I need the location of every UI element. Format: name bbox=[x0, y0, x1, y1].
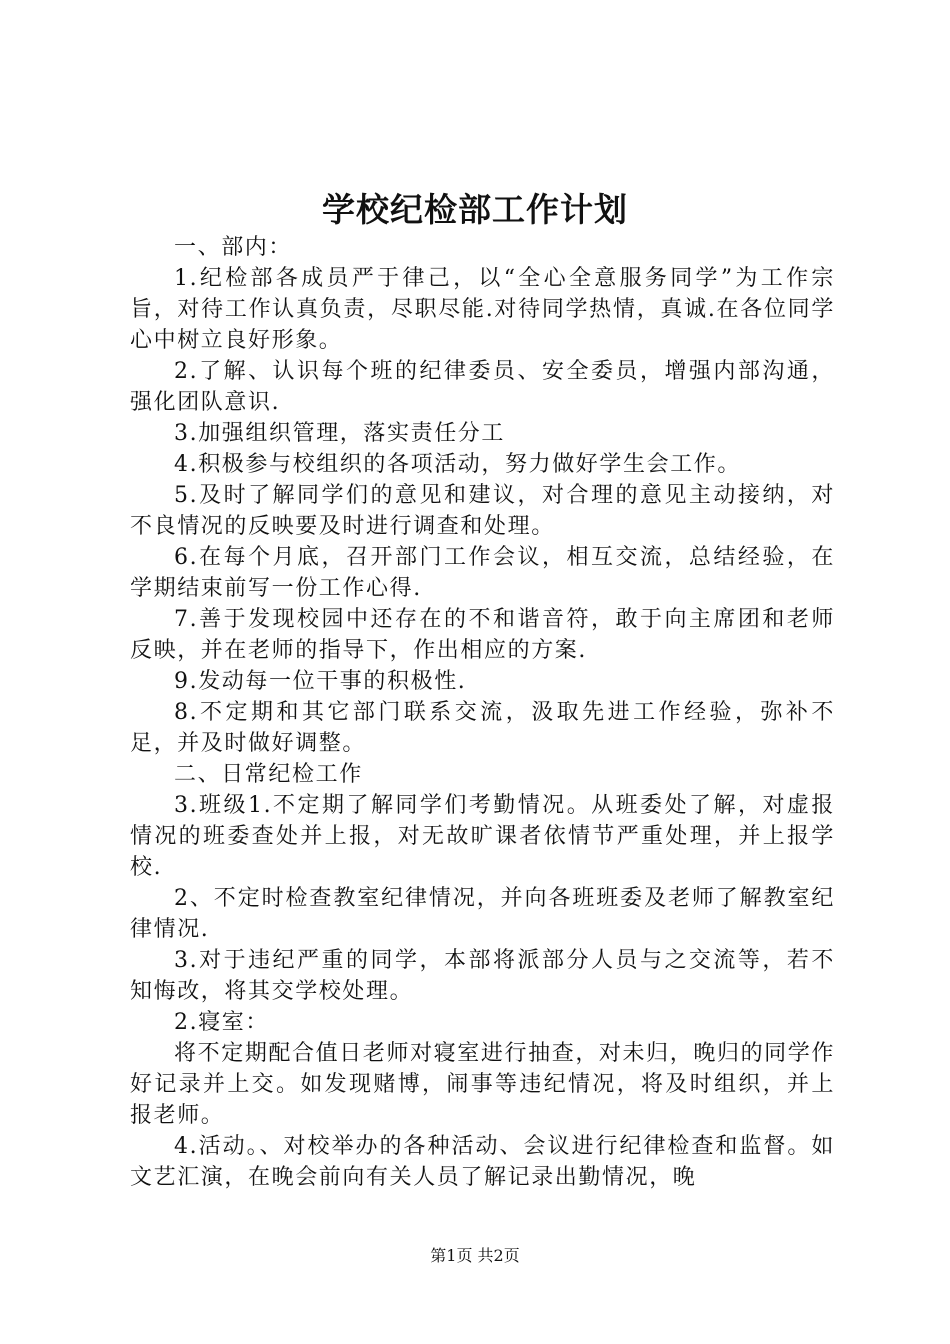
paragraph-15: 2.寝室： bbox=[174, 1010, 269, 1035]
document-title: 学校纪检部工作计划 bbox=[322, 190, 628, 229]
paragraph-1: 一、部内： bbox=[174, 235, 293, 260]
paragraph-11: 二、日常纪检工作 bbox=[174, 762, 363, 787]
paragraph-2: 1.纪检部各成员严于律己，以“全心全意服务同学”为工作宗旨，对待工作认真负责，尽职尽能.对待同学热情，真诚.在各位同学心中树立良好形象。 bbox=[130, 266, 835, 353]
paragraph-16: 将不定期配合值日老师对寝室进行抽查，对未归，晚归的同学作好记录并上交。如发现赌博，闹事等违纪情况，将及时组织，并上报老师。 bbox=[130, 1041, 835, 1128]
paragraph-8: 7.善于发现校园中还存在的不和谐音符，敢于向主席团和老师反映，并在老师的指导下，作出相应的方案. bbox=[130, 607, 835, 663]
paragraph-6: 5.及时了解同学们的意见和建议，对合理的意见主动接纳，对不良情况的反映要及时进行调查和处理。 bbox=[130, 483, 835, 539]
paragraph-3: 2.了解、认识每个班的纪律委员、安全委员，增强内部沟通，强化团队意识. bbox=[130, 359, 835, 415]
document-body bbox=[130, 232, 835, 1193]
page-number: 第1页 共2页 bbox=[430, 1246, 520, 1265]
paragraph-9: 9.发动每一位干事的积极性. bbox=[174, 669, 467, 694]
paragraph-14: 3.对于违纪严重的同学，本部将派部分人员与之交流等，若不知悔改，将其交学校处理。 bbox=[130, 948, 835, 1004]
paragraph-7: 6.在每个月底，召开部门工作会议，相互交流，总结经验，在学期结束前写一份工作心得. bbox=[130, 545, 835, 601]
paragraph-12: 3.班级1.不定期了解同学们考勤情况。从班委处了解，对虚报情况的班委查处并上报，对无故旷课者依情节严重处理，并上报学校. bbox=[130, 793, 835, 880]
paragraph-5: 4.积极参与校组织的各项活动，努力做好学生会工作。 bbox=[174, 452, 741, 477]
paragraph-13: 2、不定时检查教室纪律情况，并向各班班委及老师了解教室纪律情况. bbox=[130, 886, 835, 942]
paragraph-10: 8.不定期和其它部门联系交流，汲取先进工作经验，弥补不足，并及时做好调整。 bbox=[130, 700, 835, 756]
paragraph-4: 3.加强组织管理，落实责任分工 bbox=[174, 421, 505, 446]
paragraph-17: 4.活动。、对校举办的各种活动、会议进行纪律检查和监督。如文艺汇演，在晚会前向有关人员了解记录出勤情况，晚 bbox=[130, 1134, 835, 1190]
